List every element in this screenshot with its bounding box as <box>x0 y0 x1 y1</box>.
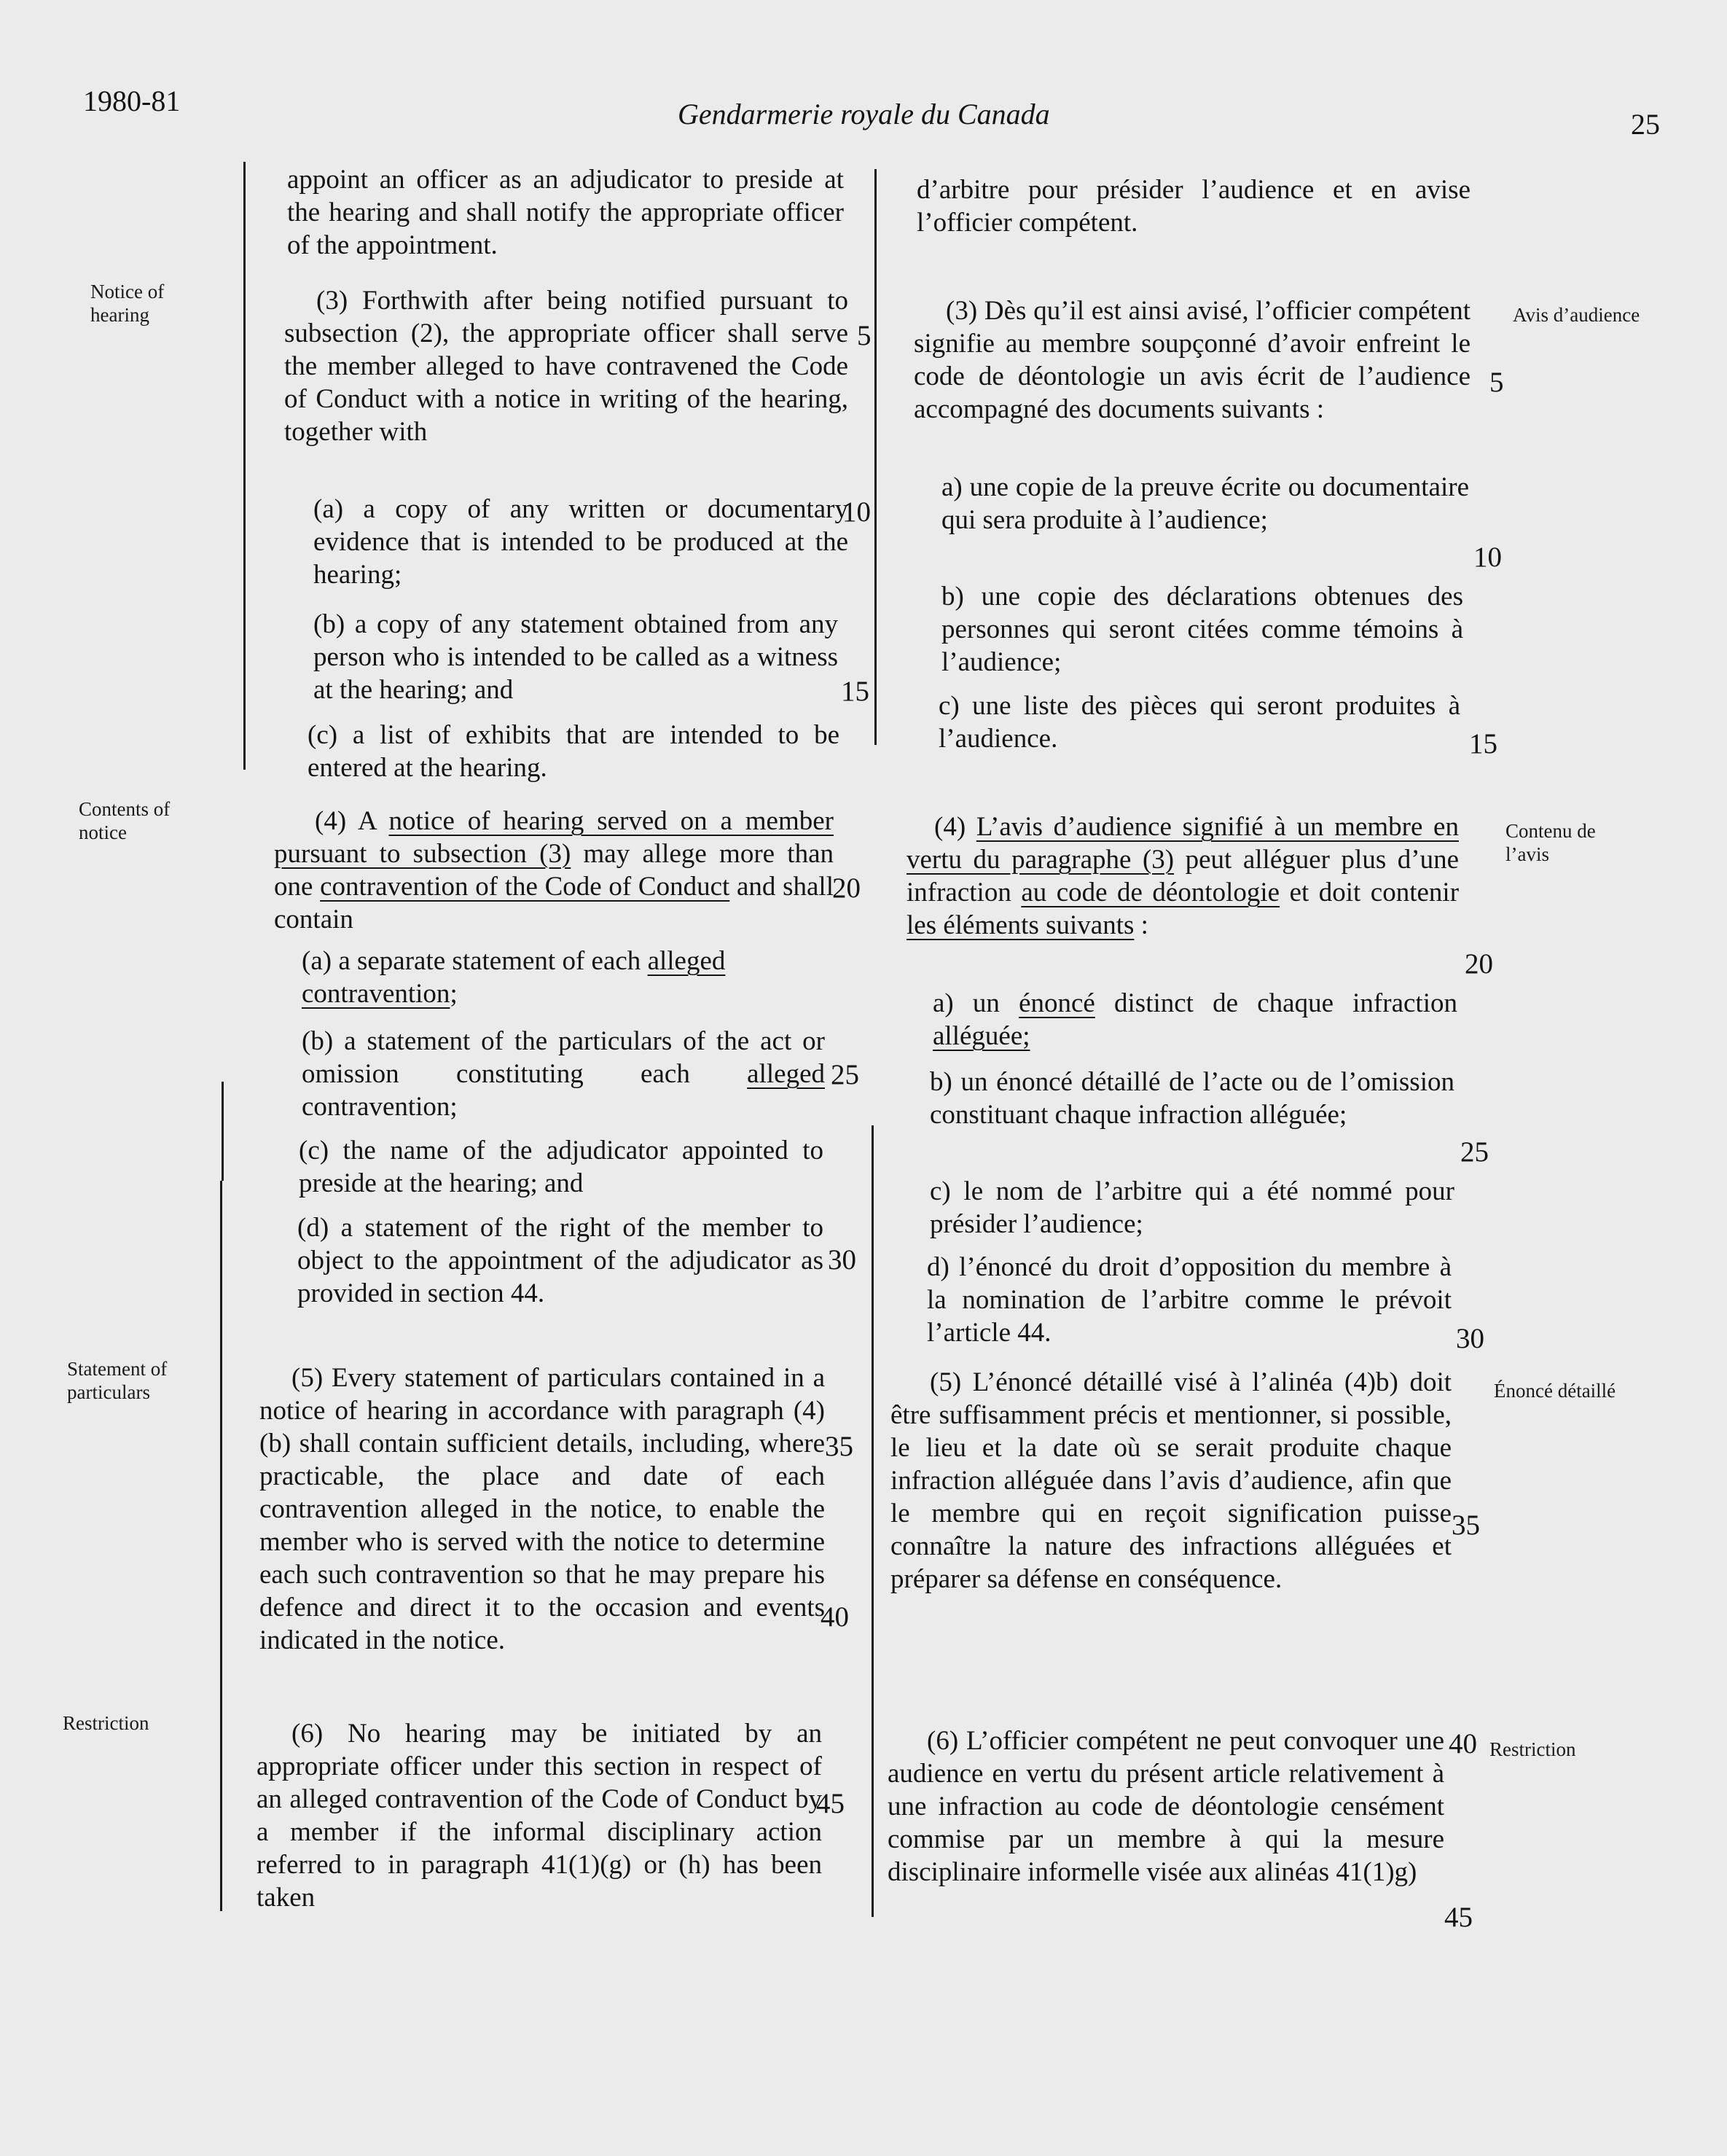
fr-p4a-underline-2: alléguée; <box>933 1021 1030 1051</box>
amendment-rule-en-2 <box>222 1082 224 1181</box>
fr-p4-mid2: et doit contenir <box>1280 878 1460 907</box>
page-number: 25 <box>1631 108 1660 141</box>
en-para-3c: (c) a list of exhibits that are intended to be entered at the hearing. <box>308 720 839 783</box>
fr-line-number-45: 45 <box>1444 1902 1473 1933</box>
fr-p4-mid: peut alléguer plus d’une infraction <box>906 845 1459 907</box>
en-line-number-30: 30 <box>828 1244 856 1276</box>
margin-note-contenu-avis: Contenu de l’avis <box>1505 820 1596 865</box>
fr-para-4d: d) l’énoncé du droit d’opposition du membre à la nomination de l’arbitre comme le prévoit l’article 44. <box>927 1252 1452 1348</box>
fr-para-4 <box>906 811 1459 942</box>
en-line-number-25: 25 <box>831 1059 859 1090</box>
en-para-4d: (d) a statement of the right of the member to object to the appointment of the adjudicator as provided in section 44. <box>297 1213 823 1308</box>
fr-para-3a: a) une copie de la preuve écrite ou documentaire qui sera produite à l’audience; <box>941 472 1469 535</box>
fr-para-0: d’arbitre pour présider l’audience et en avise l’officier compétent. <box>917 175 1471 238</box>
margin-note-notice-of-hearing: Notice of hearing <box>90 281 165 326</box>
en-para-6: (6) No hearing may be initiated by an appropriate officer under this section in respect of an alleged contravention of the Code of Conduct by a member if the informal disciplinary action referred to in paragraph 41(1)(g) or (h) has been taken <box>256 1719 822 1913</box>
en-para-4c: (c) the name of the adjudicator appointed to preside at the hearing; and <box>299 1136 823 1198</box>
fr-p4-underline-3: les éléments suivants <box>906 910 1135 940</box>
fr-para-4c: c) le nom de l’arbitre qui a été nommé pour présider l’audience; <box>930 1176 1454 1239</box>
fr-line-number-25: 25 <box>1460 1136 1489 1168</box>
en-p4-mid: may allege more than one <box>274 839 834 902</box>
fr-p4a-pre: a) un <box>933 988 1019 1018</box>
en-line-number-40: 40 <box>821 1601 849 1633</box>
year-label: 1980-81 <box>83 85 181 117</box>
fr-line-number-40: 40 <box>1449 1728 1477 1759</box>
fr-para-4a <box>933 987 1457 1052</box>
margin-note-enonce-detaille: Énoncé détaillé <box>1494 1380 1616 1402</box>
en-line-number-15: 15 <box>841 676 869 707</box>
fr-line-number-5: 5 <box>1489 367 1504 398</box>
fr-para-6: (6) L’officier compétent ne peut convoquer une audience en vertu du présent article relativement à une infraction au code de déontologie censément commise par un membre à qui la mesure disciplinaire informelle visée aux alinéas 41(1)g) <box>888 1726 1444 1887</box>
en-line-number-5: 5 <box>857 320 872 351</box>
amendment-rule-en-1 <box>243 162 246 770</box>
fr-para-3c: c) une liste des pièces qui seront produites à l’audience. <box>939 691 1460 754</box>
amendment-rule-en-3 <box>220 1181 222 1911</box>
fr-p4a-underline-1: énoncé <box>1019 988 1095 1018</box>
margin-note-restriction: Restriction <box>63 1712 149 1734</box>
amendment-rule-mid-1 <box>874 169 877 745</box>
fr-line-number-10: 10 <box>1473 542 1502 573</box>
en-p4b-underline: alleged <box>747 1059 825 1089</box>
fr-line-number-20: 20 <box>1465 948 1493 980</box>
en-line-number-35: 35 <box>825 1431 853 1462</box>
en-line-number-45: 45 <box>816 1788 845 1819</box>
margin-note-statement-of-particulars: Statement of particulars <box>67 1358 168 1403</box>
en-p4b-post: contravention; <box>302 1092 458 1122</box>
fr-para-5: (5) L’énoncé détaillé visé à l’alinéa (4)b) doit être suffisamment précis et mentionner, si possible, le lieu et la date où se serait produite chaque infraction alléguée dans l’avis d’audience, afin que le membre qui en reçoit signification puisse connaître la nature des infractions alléguées et préparer sa défense en conséquence. <box>890 1367 1452 1594</box>
en-p4a-underline: alleged contravention <box>302 946 726 1009</box>
en-para-4b <box>302 1025 825 1123</box>
en-para-5: (5) Every statement of particulars contained in a notice of hearing in accordance with paragraph (4)(b) shall contain sufficient details, including, where practicable, the place and date of each contravention alleged in the notice, to enable the member who is served with the notice to determine each such contravention so that he may prepare his defence and direct it to the occasion and events indicated in the notice. <box>259 1363 825 1655</box>
margin-note-avis-audience: Avis d’audience <box>1513 304 1640 326</box>
en-p4-underline-1: notice of hearing served on a member pursuant to subsection (3) <box>274 806 834 869</box>
fr-p4-underline-2: au code de déontologie <box>1021 878 1280 907</box>
en-para-4 <box>274 805 834 936</box>
amendment-rule-mid-2 <box>872 1125 874 1917</box>
fr-para-4b: b) un énoncé détaillé de l’acte ou de l’omission constituant chaque infraction alléguée; <box>930 1067 1454 1130</box>
en-para-3b: (b) a copy of any statement obtained from any person who is intended to be called as a witness at the hearing; and <box>313 609 838 705</box>
en-p4-underline-2: contravention of the Code of Conduct <box>320 872 730 902</box>
fr-p4-post: : <box>1134 910 1148 940</box>
fr-line-number-15: 15 <box>1469 728 1497 759</box>
fr-p4-pre: (4) <box>934 812 976 842</box>
en-para-3: (3) Forthwith after being notified pursuant to subsection (2), the appropriate officer shall serve the member alleged to have contravened the Code of Conduct with a notice in writing of the hearing, together with <box>284 286 848 447</box>
en-para-3a: (a) a copy of any written or documentary evidence that is intended to be produced at the hearing; <box>313 494 848 590</box>
en-line-number-20: 20 <box>832 872 861 904</box>
en-p4a-pre: (a) a separate statement of each <box>302 946 648 976</box>
fr-line-number-35: 35 <box>1452 1509 1480 1541</box>
en-para-0: appoint an officer as an adjudicator to preside at the hearing and shall notify the appropriate officer of the appointment. <box>287 165 844 260</box>
page-title: Gendarmerie royale du Canada <box>678 98 1050 130</box>
en-p4a-post: ; <box>450 979 458 1009</box>
en-p4-pre: (4) A <box>315 806 389 836</box>
fr-para-3b: b) une copie des déclarations obtenues des personnes qui seront citées comme témoins à l’audience; <box>941 582 1463 677</box>
en-para-4a <box>302 945 834 1010</box>
fr-p4a-mid: distinct de chaque infraction <box>1094 988 1457 1018</box>
en-p4-post: and shall contain <box>274 872 834 934</box>
margin-note-restriction-fr: Restriction <box>1489 1738 1576 1760</box>
margin-note-contents-of-notice: Contents of notice <box>79 798 171 843</box>
fr-para-3: (3) Dès qu’il est ainsi avisé, l’officier compétent signifie au membre soupçonné d’avoir enfreint le code de déontologie un avis écrit de l’audience accompagné des documents suivants : <box>914 296 1471 424</box>
fr-line-number-30: 30 <box>1456 1323 1484 1354</box>
en-line-number-10: 10 <box>842 496 871 528</box>
fr-p4-underline-1: L’avis d’audience signifié à un membre en vertu du paragraphe (3) <box>906 812 1459 875</box>
en-p4b-pre: (b) a statement of the particulars of the act or omission constituting each <box>302 1026 825 1089</box>
